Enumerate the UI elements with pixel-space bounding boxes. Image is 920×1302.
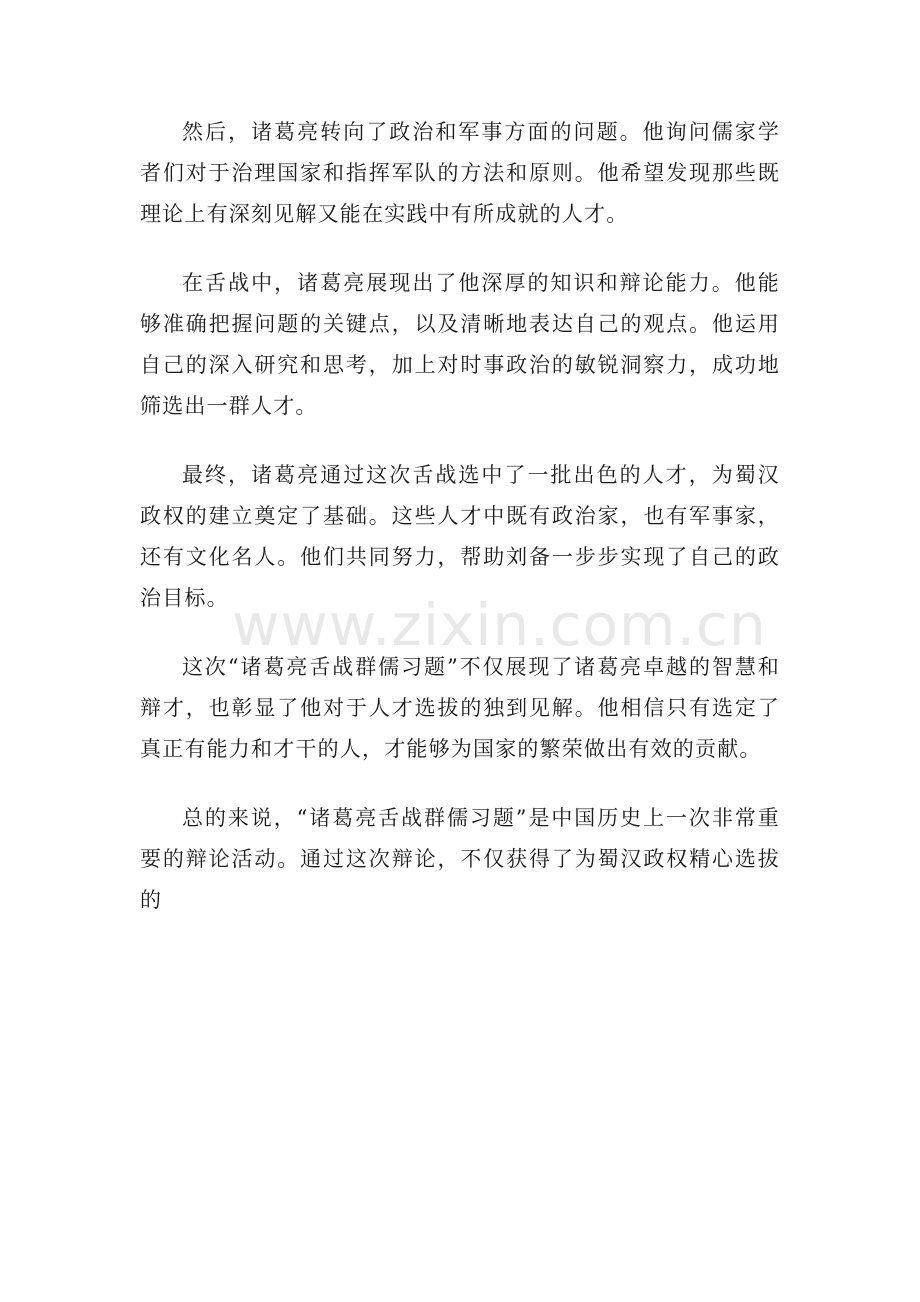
paragraph-4: 这次“诸葛亮舌战群儒习题”不仅展现了诸葛亮卓越的智慧和辩才，也彰显了他对于人才选拔的独到见解。他相信只有选定了真正有能力和才干的人，才能够为国家的繁荣做出有效的贡献。 bbox=[140, 655, 780, 761]
paragraph-2: 在舌战中，诸葛亮展现出了他深厚的知识和辩论能力。他能够准确把握问题的关键点，以及清晰地表达自己的观点。他运用自己的深入研究和思考，加上对时事政治的敏锐洞察力，成功地筛选出一群人才。 bbox=[140, 271, 780, 418]
watermark: www.zixin.com.cn bbox=[232, 591, 767, 659]
paragraph-1: 然后，诸葛亮转向了政治和军事方面的问题。他询问儒家学者们对于治理国家和指挥军队的方法和原则。他希望发现那些既理论上有深刻见解又能在实践中有所成就的人才。 bbox=[140, 120, 780, 226]
document-body bbox=[140, 112, 780, 949]
paragraph-3: 最终，诸葛亮通过这次舌战选中了一批出色的人才，为蜀汉政权的建立奠定了基础。这些人才中既有政治家，也有军事家，还有文化名人。他们共同努力，帮助刘备一步步实现了自己的政治目标。 bbox=[140, 463, 780, 610]
paragraph-5: 总的来说，“诸葛亮舌战群儒习题”是中国历史上一次非常重要的辩论活动。通过这次辩论，不仅获得了为蜀汉政权精心选拔的 bbox=[140, 806, 780, 912]
